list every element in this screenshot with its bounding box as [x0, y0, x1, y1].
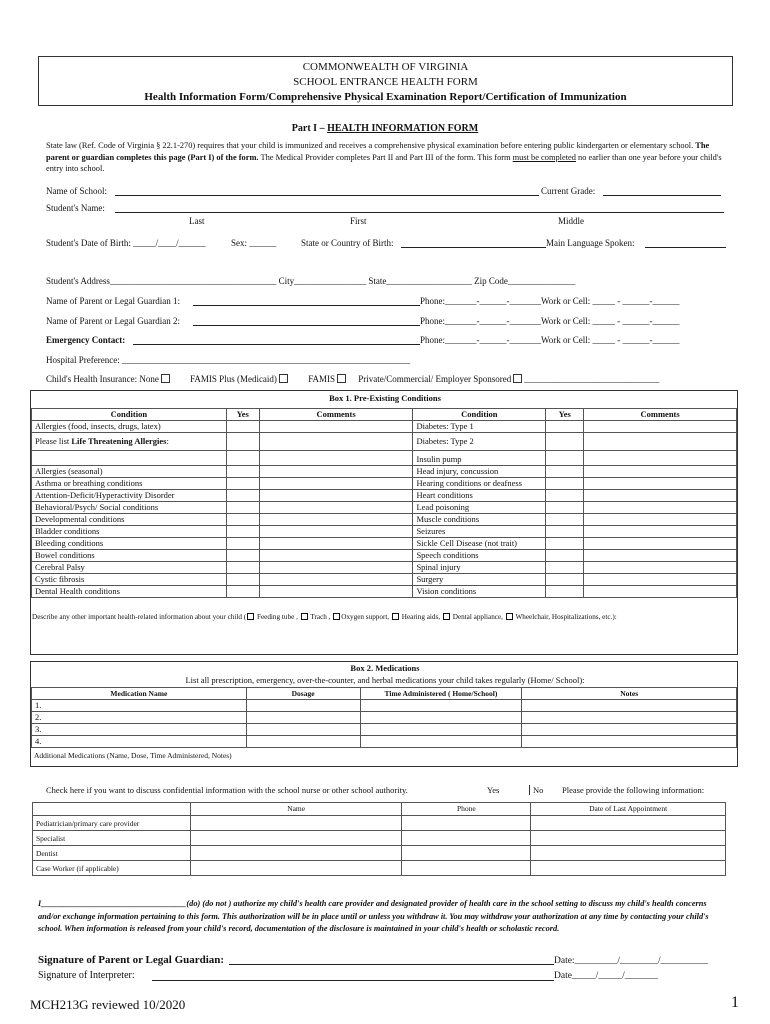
comment-cell[interactable] [584, 451, 737, 466]
address-field[interactable]: Student's Address_____________________________________ City________________ State___________________ Zip Code_______________ [46, 276, 576, 286]
sig-parent-label: Signature of Parent or Legal Guardian: [38, 954, 225, 966]
med-cell[interactable] [522, 736, 737, 748]
med-cell[interactable] [522, 724, 737, 736]
dental-checkbox[interactable] [443, 613, 450, 620]
med-cell[interactable] [360, 724, 522, 736]
private-input[interactable]: ______________________________ [524, 374, 660, 384]
trach-checkbox[interactable] [301, 613, 308, 620]
comment-cell[interactable] [584, 433, 737, 451]
cond-right: Spinal injury [413, 562, 546, 574]
med-cell[interactable] [246, 736, 360, 748]
comment-cell[interactable] [584, 478, 737, 490]
intro-c: The Medical Provider completes Part II and Part III of the form. This form [258, 152, 513, 162]
comment-cell[interactable] [584, 574, 737, 586]
comment-cell[interactable] [259, 514, 413, 526]
sig-parent-date[interactable]: Date:_________/________/__________ [554, 956, 709, 966]
cond-left: Allergies (food, insects, drugs, latex) [32, 421, 227, 433]
yes-cell[interactable] [546, 433, 584, 451]
private-label: Private/Commercial/ Employer Sponsored [358, 374, 512, 384]
prov-cell[interactable] [190, 846, 402, 861]
insurance-row [46, 374, 659, 384]
hdr-yes-l: Yes [226, 409, 259, 421]
hdr-condition-l: Condition [32, 409, 227, 421]
prov-cell[interactable] [531, 846, 726, 861]
birth-state-input[interactable] [401, 247, 546, 248]
famis-checkbox[interactable] [337, 374, 346, 383]
cond-left-life-threatening: Please list Life Threatening Allergies: [32, 433, 227, 451]
first-label: First [350, 216, 367, 226]
prov-cell[interactable] [531, 861, 726, 876]
prov-hdr-blank [33, 803, 191, 816]
school-label: Name of School: [46, 186, 107, 196]
med-cell[interactable] [246, 712, 360, 724]
dental-label: Dental appliance, [452, 613, 503, 621]
emergency-input[interactable] [133, 344, 420, 345]
parent2-input[interactable] [193, 325, 420, 326]
hdr-yes-r: Yes [546, 409, 584, 421]
med-cell[interactable] [522, 712, 737, 724]
hearing-checkbox[interactable] [392, 613, 399, 620]
comment-cell[interactable] [584, 514, 737, 526]
box2-title: Box 2. Medications [350, 663, 420, 673]
med-cell[interactable] [522, 700, 737, 712]
cond-right: Vision conditions [413, 586, 546, 598]
comment-cell[interactable] [259, 574, 413, 586]
prov-row-label: Specialist [33, 831, 191, 846]
med-hdr-notes: Notes [522, 688, 737, 700]
med-cell[interactable] [360, 712, 522, 724]
comment-cell[interactable] [259, 550, 413, 562]
comment-cell[interactable] [584, 502, 737, 514]
med-hdr-dosage: Dosage [246, 688, 360, 700]
yes-cell[interactable] [546, 451, 584, 466]
cond-left: Allergies (seasonal) [32, 466, 227, 478]
cond-left: Bowel conditions [32, 550, 227, 562]
yes-cell[interactable] [226, 574, 259, 586]
yes-cell[interactable] [226, 514, 259, 526]
last-label: Last [189, 216, 205, 226]
yes-cell[interactable] [546, 550, 584, 562]
confidential-text: Check here if you want to discuss confidential information with the school nurse or other school authority. [46, 785, 408, 795]
yes-cell[interactable] [226, 466, 259, 478]
comment-cell[interactable] [259, 538, 413, 550]
prov-cell[interactable] [402, 816, 531, 831]
sig-interp-input[interactable] [152, 980, 554, 981]
comment-cell[interactable] [584, 538, 737, 550]
cond-left: Bleeding conditions [32, 538, 227, 550]
comment-cell[interactable] [584, 490, 737, 502]
comment-cell[interactable] [584, 421, 737, 433]
sex-field[interactable]: Sex: ______ [231, 238, 277, 248]
additional-meds[interactable]: Additional Medications (Name, Dose, Time Administered, Notes) [34, 751, 232, 760]
form-header [38, 56, 733, 106]
cond-left: Behavioral/Psych/ Social conditions [32, 502, 227, 514]
prov-cell[interactable] [190, 831, 402, 846]
prov-hdr-name: Name [190, 803, 402, 816]
hdr-condition-r: Condition [413, 409, 546, 421]
header-line-3: Health Information Form/Comprehensive Physical Examination Report/Certification of Immunization [144, 91, 627, 103]
comment-cell[interactable] [584, 550, 737, 562]
yes-cell[interactable] [546, 514, 584, 526]
language-input[interactable] [645, 247, 726, 248]
yes-cell[interactable] [546, 538, 584, 550]
comment-cell[interactable] [584, 586, 737, 598]
confidential-no-label: No [529, 785, 543, 795]
providers-table [32, 802, 726, 876]
comment-cell[interactable] [259, 562, 413, 574]
med-row[interactable]: 3. [32, 724, 247, 736]
cond-left: Bladder conditions [32, 526, 227, 538]
student-name-label: Student's Name: [46, 203, 105, 213]
header-line-2: SCHOOL ENTRANCE HEALTH FORM [293, 76, 478, 88]
comment-cell[interactable] [259, 421, 413, 433]
intro-d: must be completed [512, 152, 576, 162]
cond-left: Asthma or breathing conditions [32, 478, 227, 490]
comment-cell[interactable] [584, 466, 737, 478]
language-label: Main Language Spoken: [546, 238, 635, 248]
prov-cell[interactable] [531, 816, 726, 831]
trach-label: Trach , [310, 613, 331, 621]
private-checkbox[interactable] [513, 374, 522, 383]
yes-cell[interactable] [226, 562, 259, 574]
med-cell[interactable] [246, 700, 360, 712]
part-prefix: Part I – [291, 123, 328, 134]
cond-right: Sickle Cell Disease (not trait) [413, 538, 546, 550]
hospital-field[interactable]: Hospital Preference: ________________________________________________________________ [46, 355, 410, 365]
comment-cell[interactable] [259, 490, 413, 502]
med-cell[interactable] [246, 724, 360, 736]
cond-right: Seizures [413, 526, 546, 538]
cond-right: Heart conditions [413, 490, 546, 502]
insurance-label: Child's Health Insurance: None [46, 374, 159, 384]
school-input[interactable] [115, 195, 539, 196]
yes-cell[interactable] [226, 526, 259, 538]
hdr-comments-l: Comments [259, 409, 413, 421]
cond-right: Surgery [413, 574, 546, 586]
middle-label: Middle [558, 216, 584, 226]
emergency-phone[interactable]: Phone:_______-______-_______Work or Cell: _____ - ______-______ [420, 335, 680, 345]
prov-cell[interactable] [402, 846, 531, 861]
yes-cell[interactable] [226, 490, 259, 502]
medications-table [31, 687, 737, 748]
yes-cell[interactable] [546, 478, 584, 490]
comment-cell[interactable] [259, 466, 413, 478]
prov-hdr-date: Date of Last Appointment [531, 803, 726, 816]
provide-info-label: Please provide the following information: [562, 785, 705, 795]
prov-cell[interactable] [190, 816, 402, 831]
yes-cell[interactable] [226, 502, 259, 514]
student-name-input[interactable] [115, 212, 724, 213]
wheelchair-checkbox[interactable] [506, 613, 513, 620]
prov-cell[interactable] [402, 831, 531, 846]
yes-cell[interactable] [546, 562, 584, 574]
yes-cell[interactable] [546, 574, 584, 586]
intro-b: The parent or guardian completes this page (Part I) of the form. [46, 141, 710, 162]
parent1-input[interactable] [193, 305, 420, 306]
yes-cell[interactable] [226, 550, 259, 562]
birth-state-label: State or Country of Birth: [301, 238, 394, 248]
parent2-label: Name of Parent or Legal Guardian 2: [46, 316, 180, 326]
cond-left: Attention-Deficit/Hyperactivity Disorder [32, 490, 227, 502]
med-hdr-name: Medication Name [32, 688, 247, 700]
page-number: 1 [731, 994, 739, 1011]
comment-cell[interactable] [259, 478, 413, 490]
yes-cell[interactable] [226, 433, 259, 451]
med-row[interactable]: 2. [32, 712, 247, 724]
comment-cell[interactable] [259, 502, 413, 514]
yes-cell[interactable] [546, 490, 584, 502]
famis-plus-label: FAMIS Plus (Medicaid) [190, 374, 277, 384]
med-cell[interactable] [360, 736, 522, 748]
box2-subtitle: List all prescription, emergency, over-the-counter, and herbal medications your child takes regularly (Home/ School): [185, 675, 585, 685]
prov-hdr-phone: Phone [402, 803, 531, 816]
cond-left: Dental Health conditions [32, 586, 227, 598]
sig-parent-input[interactable] [229, 964, 554, 965]
cond-right: Diabetes: Type 1 [413, 421, 546, 433]
yes-cell[interactable] [226, 538, 259, 550]
parent1-phone[interactable]: Phone:_______-______-_______Work or Cell: _____ - ______-______ [420, 296, 680, 306]
med-hdr-time: Time Administered ( Home/School) [360, 688, 522, 700]
intro-a: State law (Ref. Code of Virginia § 22.1-270) requires that your child is immunized and receives a comprehensive physical examination before entering public kindergarten or elementary school. [46, 141, 696, 150]
yes-cell[interactable] [226, 451, 259, 466]
part-title-text: HEALTH INFORMATION FORM [327, 123, 479, 134]
cond-left-blank [32, 451, 227, 466]
sig-interp-date[interactable]: Date_____/_____/_______ [554, 971, 658, 981]
cond-left: Cystic fibrosis [32, 574, 227, 586]
yes-cell[interactable] [226, 478, 259, 490]
header-line-1: COMMONWEALTH OF VIRGINIA [302, 61, 469, 73]
box1-title: Box 1. Pre-Existing Conditions [329, 393, 441, 403]
prov-row-label: Pediatrician/primary care provider [33, 816, 191, 831]
parent1-label: Name of Parent or Legal Guardian 1: [46, 296, 180, 306]
feeding-label: Feeding tube , [256, 613, 298, 621]
cond-right: Lead poisoning [413, 502, 546, 514]
comment-cell[interactable] [259, 451, 413, 466]
confidential-yes[interactable]: Yes [487, 785, 500, 795]
cond-left: Developmental conditions [32, 514, 227, 526]
cond-right: Muscle conditions [413, 514, 546, 526]
box1-table [31, 408, 737, 598]
yes-cell[interactable] [546, 466, 584, 478]
confidential-no[interactable] [529, 785, 543, 795]
emergency-label: Emergency Contact: [46, 335, 126, 345]
famis-plus-checkbox[interactable] [279, 374, 288, 383]
oxygen-checkbox[interactable] [333, 613, 340, 620]
med-cell[interactable] [360, 700, 522, 712]
cond-right: Speech conditions [413, 550, 546, 562]
yes-cell[interactable] [546, 502, 584, 514]
authorization-text: I___________________________________(do) (do not ) authorize my child's health care provider and designated provider of health care in the school setting to discuss my child's health concerns and/or exchange information pertaining to this form. This authorization will be in place until or unless you withdraw it. You may withdraw your authorization at any time by contacting your child's school. When information is released from your child's record, documentation of the disclosure is maintained in your child's health or scholastic record. [38, 899, 709, 933]
intro-paragraph [46, 140, 726, 175]
describe-row [32, 613, 617, 621]
cond-right: Diabetes: Type 2 [413, 433, 546, 451]
describe-label: Describe any other important health-related information about your child ( [32, 613, 247, 621]
med-row[interactable]: 1. [32, 700, 247, 712]
cond-right: Insulin pump [413, 451, 546, 466]
yes-cell[interactable] [226, 421, 259, 433]
yes-cell[interactable] [546, 586, 584, 598]
dob-field[interactable]: Student's Date of Birth: _____/____/______ [46, 238, 206, 248]
wheelchair-label: Wheelchair, Hospitalizations, etc.): [515, 613, 617, 621]
hearing-label: Hearing aids, [401, 613, 441, 621]
yes-cell[interactable] [546, 526, 584, 538]
none-checkbox[interactable] [161, 374, 170, 383]
prov-row-label: Dentist [33, 846, 191, 861]
prov-row-label: Case Worker (if applicable) [33, 861, 191, 876]
prov-cell[interactable] [531, 831, 726, 846]
yes-cell[interactable] [546, 421, 584, 433]
cond-right: Head injury, concussion [413, 466, 546, 478]
part-title [0, 123, 770, 134]
grade-input[interactable] [603, 195, 721, 196]
comment-cell[interactable] [259, 433, 413, 451]
famis-label: FAMIS [308, 374, 336, 384]
comment-cell[interactable] [584, 562, 737, 574]
form-code: MCH213G reviewed 10/2020 [30, 997, 186, 1012]
hdr-comments-r: Comments [584, 409, 737, 421]
cond-right: Hearing conditions or deafness [413, 478, 546, 490]
comment-cell[interactable] [259, 586, 413, 598]
feeding-checkbox[interactable] [247, 613, 254, 620]
prov-cell[interactable] [402, 861, 531, 876]
med-row[interactable]: 4. [32, 736, 247, 748]
sig-interp-label: Signature of Interpreter: [38, 970, 135, 981]
parent2-phone[interactable]: Phone:_______-______-_______Work or Cell: _____ - ______-______ [420, 316, 680, 326]
comment-cell[interactable] [584, 526, 737, 538]
cond-left: Cerebral Palsy [32, 562, 227, 574]
comment-cell[interactable] [259, 526, 413, 538]
yes-cell[interactable] [226, 586, 259, 598]
prov-cell[interactable] [190, 861, 402, 876]
grade-label: Current Grade: [541, 186, 596, 196]
intro-e: no earlier than one year before your child's entry into school. [46, 152, 722, 173]
oxygen-label: Oxygen support, [341, 613, 390, 621]
